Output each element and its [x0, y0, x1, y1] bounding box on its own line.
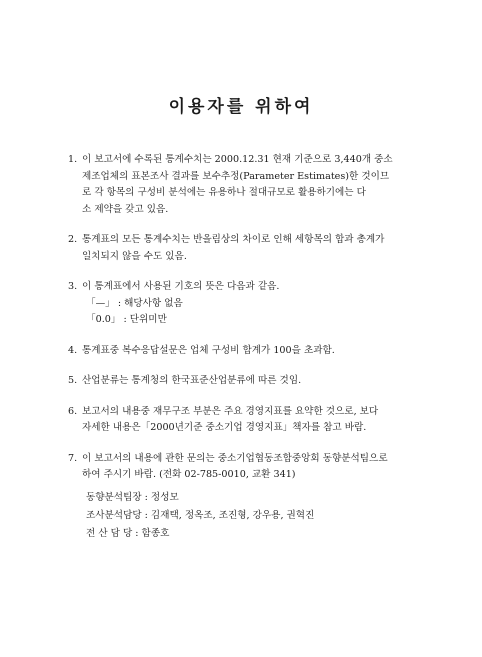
note-line: 이 보고서의 내용에 관한 문의는 중소기업협동조합중앙회 동향분석팀으로	[82, 452, 388, 464]
note-line: 이 보고서에 수록된 통계수치는 2000.12.31 현재 기준으로 3,440개 중소	[82, 154, 393, 165]
note-line: 소 제약을 갖고 있음.	[82, 203, 169, 215]
staff-team-leader: 동향분석팀장 : 정성모	[86, 492, 179, 503]
note-line: 통계표중 복수응답설문은 업체 구성비 합계가 100을 초과함.	[82, 344, 335, 356]
note-1	[68, 152, 446, 218]
note-line: 일치되지 않을 수도 있음.	[82, 250, 187, 262]
note-line: 통계표의 모든 통계수치는 반올림상의 차이로 인해 세항목의 합과 총계가	[82, 234, 385, 245]
note-line: 하여 주시기 바람. (전화 02-785-0010, 교환 341)	[82, 469, 296, 480]
note-line: 이 통계표에서 사용된 기호의 뜻은 다음과 같음.	[82, 281, 280, 292]
note-6	[68, 404, 446, 437]
note-number: 3.	[68, 281, 78, 292]
note-2	[68, 232, 446, 265]
note-line: 산업분류는 통계청의 한국표준산업분류에 따른 것임.	[82, 375, 302, 386]
staff-analysts: 조사분석담당 : 김재택, 정옥조, 조진형, 강우용, 권혁진	[86, 510, 315, 521]
symbol-dash-definition: 「—」 : 해당사항 없음	[86, 297, 183, 309]
note-number: 6.	[68, 405, 78, 417]
note-line: 자세한 내용은「2000년기준 중소기업 경영지표」책자를 참고 바람.	[82, 422, 367, 433]
note-7	[68, 451, 446, 484]
note-number: 7.	[68, 452, 78, 464]
note-body	[82, 279, 446, 329]
note-line: 로 각 항목의 구성비 분석에는 유용하나 절대규모로 활용하기에는 다	[82, 187, 366, 198]
staff-computing: 전 산 담 당 : 함종호	[86, 528, 170, 539]
note-3	[68, 279, 446, 329]
note-body	[82, 373, 446, 390]
note-body	[82, 232, 446, 265]
page-title: 이용자를 위하여	[168, 97, 314, 117]
staff-list	[86, 489, 314, 543]
note-number: 2.	[68, 234, 78, 245]
note-number: 4.	[68, 344, 78, 356]
note-5	[68, 373, 446, 390]
note-number: 5.	[68, 375, 78, 386]
note-body	[82, 404, 446, 437]
symbol-zero-definition: 「0.0」 : 단위미만	[86, 314, 167, 325]
note-body	[82, 152, 446, 218]
note-body	[82, 343, 446, 360]
note-body	[82, 451, 446, 484]
note-number: 1.	[68, 154, 78, 165]
note-4	[68, 343, 446, 360]
note-line: 보고서의 내용중 재무구조 부분은 주요 경영지표를 요약한 것으로, 보다	[82, 405, 379, 417]
note-line: 제조업체의 표본조사 결과를 보수추정(Parameter Estimates)한 것이므	[82, 170, 390, 182]
notes-list	[68, 152, 446, 498]
